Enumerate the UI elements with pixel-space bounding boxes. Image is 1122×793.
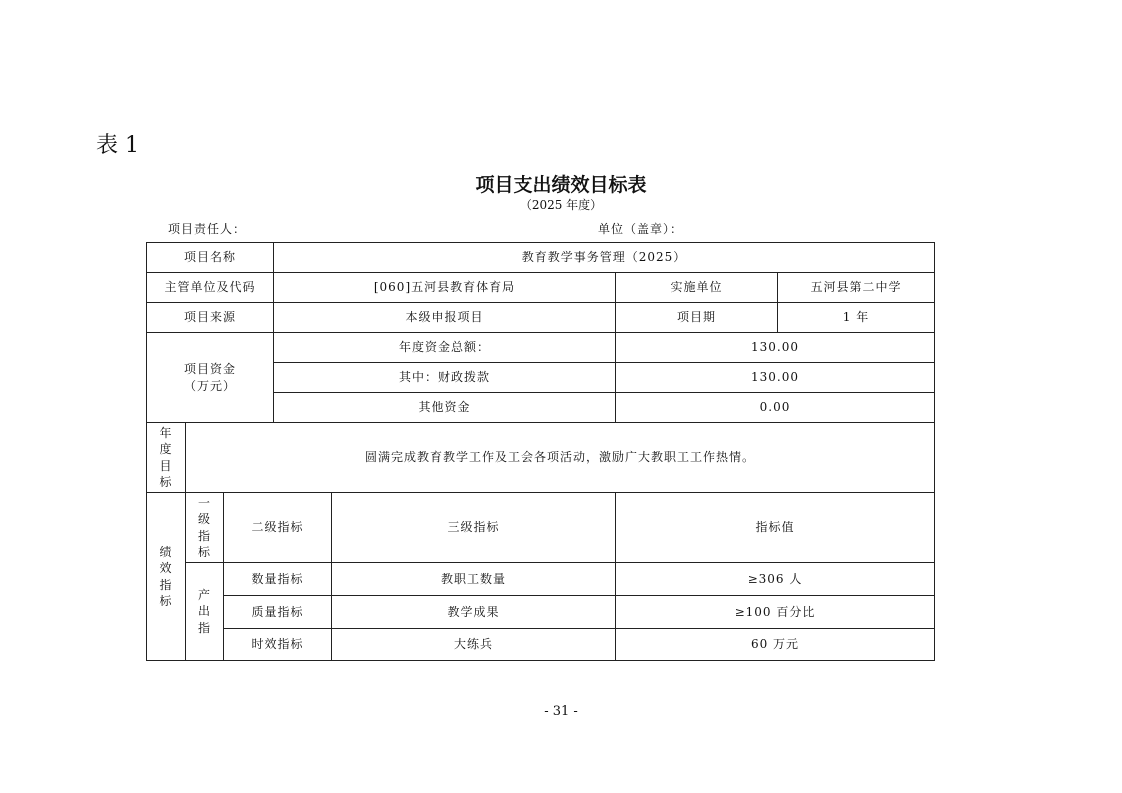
fund-fiscal-value: 130.00 bbox=[616, 363, 935, 393]
fund-other-label: 其他资金 bbox=[274, 393, 616, 423]
indicator-value-header: 指标值 bbox=[616, 493, 935, 563]
indicator-value-cell: ≥306 人 bbox=[616, 563, 935, 596]
unit-seal-label: 单位（盖章）： bbox=[598, 222, 684, 236]
perf-label-char: 效 bbox=[159, 561, 173, 576]
implementing-unit-label: 实施单位 bbox=[616, 273, 778, 303]
level1-header-char: 级 bbox=[197, 512, 211, 527]
level3-indicator-cell: 教职工数量 bbox=[332, 563, 616, 596]
row-fund-total bbox=[147, 333, 935, 363]
project-name-value: 教育教学事务管理（2025） bbox=[274, 243, 935, 273]
indicator-value-cell: ≥100 百分比 bbox=[616, 596, 935, 629]
annual-goal-label bbox=[147, 423, 186, 493]
responsible-person-label: 项目责任人： bbox=[168, 222, 247, 236]
table-row bbox=[147, 629, 935, 661]
output-indicator-label bbox=[186, 563, 224, 661]
row-indicator-header bbox=[147, 493, 935, 563]
page-number: - 31 - bbox=[544, 704, 578, 719]
table-row bbox=[147, 563, 935, 596]
level3-indicator-cell: 大练兵 bbox=[332, 629, 616, 661]
level1-header-char: 指 bbox=[197, 528, 211, 543]
document-title: 项目支出绩效目标表 bbox=[475, 174, 647, 196]
project-period-label: 项目期 bbox=[616, 303, 778, 333]
perf-label-char: 绩 bbox=[159, 545, 173, 560]
level2-indicator-cell: 数量指标 bbox=[224, 563, 332, 596]
implementing-unit-value: 五河县第二中学 bbox=[778, 273, 935, 303]
fund-other-value: 0.00 bbox=[616, 393, 935, 423]
perf-label-char: 指 bbox=[159, 577, 173, 592]
project-period-value: 1 年 bbox=[778, 303, 935, 333]
level1-header-char: 标 bbox=[197, 544, 211, 559]
fund-fiscal-label: 其中：财政拨款 bbox=[274, 363, 616, 393]
performance-target-table bbox=[146, 242, 935, 661]
table-number-label: 表 1 bbox=[96, 133, 139, 158]
row-source bbox=[147, 303, 935, 333]
level3-indicator-header: 三级指标 bbox=[332, 493, 616, 563]
performance-indicator-label bbox=[147, 493, 186, 661]
output-label-char: 出 bbox=[197, 604, 211, 619]
level2-indicator-cell: 时效指标 bbox=[224, 629, 332, 661]
output-label-char: 指 bbox=[197, 620, 211, 635]
fund-unit-text: （万元） bbox=[183, 378, 236, 393]
level2-indicator-header: 二级指标 bbox=[224, 493, 332, 563]
indicator-value-cell: 60 万元 bbox=[616, 629, 935, 661]
level1-header-char: 一 bbox=[197, 496, 211, 511]
project-source-value: 本级申报项目 bbox=[274, 303, 616, 333]
perf-label-char: 标 bbox=[159, 593, 173, 608]
row-annual-goal bbox=[147, 423, 935, 493]
level1-indicator-header bbox=[186, 493, 224, 563]
table-row bbox=[147, 596, 935, 629]
project-fund-label bbox=[147, 333, 274, 423]
fiscal-year: （2025 年度） bbox=[519, 198, 603, 212]
level2-indicator-cell: 质量指标 bbox=[224, 596, 332, 629]
output-label-char: 产 bbox=[197, 588, 211, 603]
annual-goal-text: 圆满完成教育教学工作及工会各项活动，激励广大教职工工作热情。 bbox=[186, 423, 935, 493]
annual-goal-char: 度 bbox=[159, 442, 173, 457]
annual-goal-char: 目 bbox=[159, 458, 173, 473]
annual-goal-char: 年 bbox=[159, 426, 173, 441]
row-department bbox=[147, 273, 935, 303]
annual-goal-char: 标 bbox=[159, 474, 173, 489]
fund-total-label: 年度资金总额： bbox=[274, 333, 616, 363]
row-project-name bbox=[147, 243, 935, 273]
level3-indicator-cell: 教学成果 bbox=[332, 596, 616, 629]
project-source-label: 项目来源 bbox=[147, 303, 274, 333]
project-name-label: 项目名称 bbox=[147, 243, 274, 273]
fund-label-text: 项目资金 bbox=[183, 361, 236, 376]
fund-total-value: 130.00 bbox=[616, 333, 935, 363]
department-value: [060]五河县教育体育局 bbox=[274, 273, 616, 303]
department-label: 主管单位及代码 bbox=[147, 273, 274, 303]
